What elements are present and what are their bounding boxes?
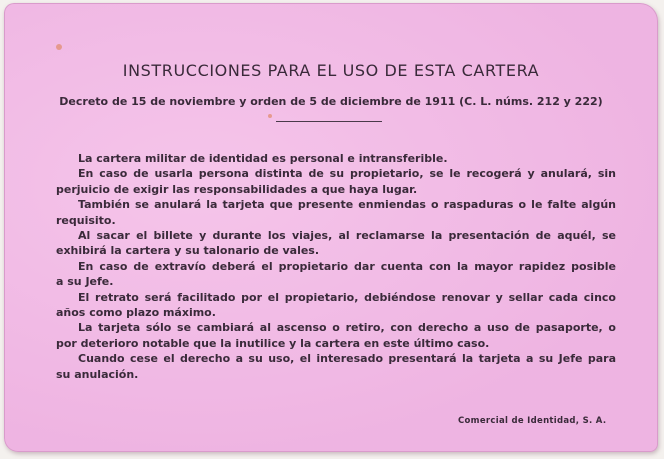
document-title: INSTRUCCIONES PARA EL USO DE ESTA CARTERA [122,61,540,80]
text-line: a su Jefe. [56,275,114,289]
stain-spot [268,114,272,118]
text-line: El retrato será facilitado por el propietario, debiéndose renovar y sellar cada cinco [78,290,616,304]
text-line: exhibirá la cartera y su talonario de vales. [56,244,320,258]
divider [276,121,382,122]
printer-imprint: Comercial de Identidad, S. A. [458,416,607,426]
stain-spot [56,44,62,50]
text-line: requisito. [56,213,116,227]
text-line: La cartera militar de identidad es personal e intransferible. [78,152,448,165]
text-line: La tarjeta sólo se cambiará al ascenso o retiro, con derecho a uso de pasaporte, o [78,321,616,335]
text-line: Al sacar el billete y durante los viajes, al reclamarse la presentación de aquél, se [78,229,616,243]
text-line: años como plazo máximo. [56,306,216,320]
text-line: por deterioro notable que la inutilice y la cartera en este último caso. [56,336,490,350]
document-subtitle: Decreto de 15 de noviembre y orden de 5 de diciembre de 1911 (C. L. núms. 212 y 222) [59,95,603,108]
text-line: También se anulará la tarjeta que presente enmiendas o raspaduras o le falte algún [78,198,616,212]
text-line: su anulación. [56,367,139,381]
text-line: En caso de usarla persona distinta de su propietario, se le recogerá y anulará, sin [78,167,616,181]
instructions-body [56,151,616,382]
text-line: Cuando cese el derecho a su uso, el interesado presentará la tarjeta a su Jefe para [78,352,616,366]
text-line: perjuicio de exigir las responsabilidades a que haya lugar. [56,182,418,196]
instruction-card [4,3,658,452]
text-line: En caso de extravío deberá el propietario dar cuenta con la mayor rapidez posible [78,259,616,273]
